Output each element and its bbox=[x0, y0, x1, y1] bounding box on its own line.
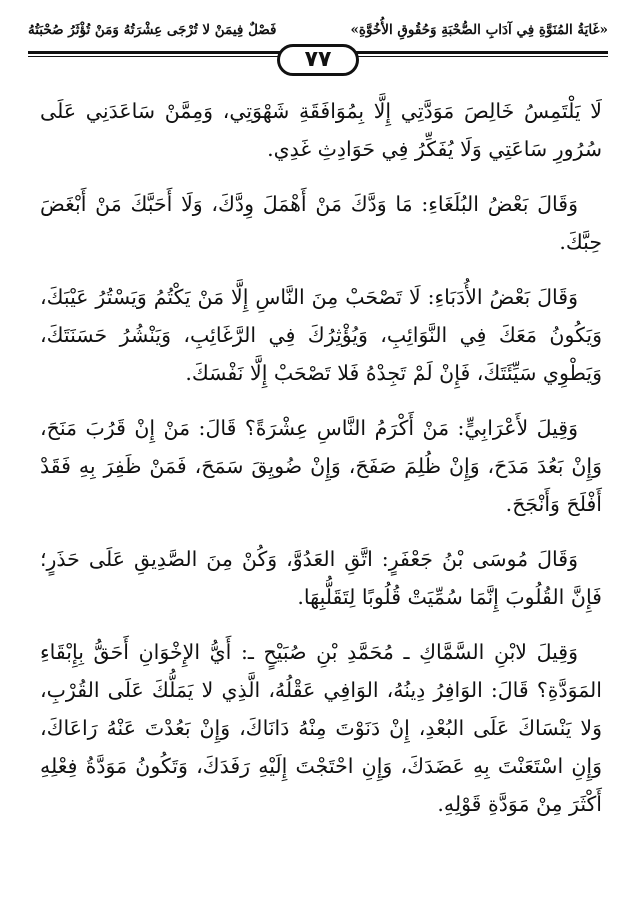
page-body bbox=[40, 92, 602, 840]
book-title: «غَايَةُ المُنَوَّةِ فِي آدَابِ الصُّحْبَةِ وَحُقُوقِ الأُخُوَّةِ» bbox=[350, 22, 608, 38]
paragraph-5: وَقَالَ مُوسَى بْنُ جَعْفَرٍ: اتَّقِ العَدُوَّ، وَكُنْ مِنَ الصَّدِيقِ عَلَى حَذَرٍ؛ فَإِنَّ القُلُوبَ إِنَّمَا سُمِّيَتْ قُلُوبًا لِتَقَلُّبِهَا. bbox=[40, 547, 602, 609]
paragraph-3: وَقَالَ بَعْضُ الأُدَبَاءِ: لَا تَصْحَبْ مِنَ النَّاسِ إِلَّا مَنْ يَكْتُمُ وَيَسْتُرُ عَيْبَكَ، وَيَكُونُ مَعَكَ فِي النَّوَائِبِ، وَيُؤْثِرُكَ فِي الرَّغَائِبِ، وَيَنْشُرُ حَسَنَتَكَ، وَيَطْوِي سَيِّئَتَكَ، فَإِنْ لَمْ تَجِدْهُ فَلا تَصْحَبْ إِلَّا نَفْسَكَ. bbox=[40, 285, 602, 385]
paragraph-2: وَقَالَ بَعْضُ البُلَغَاءِ: مَا وَدَّكَ مَنْ أَهْمَلَ وِدَّكَ، وَلَا أَحَبَّكَ مَنْ أَبْغَضَ حِبَّكَ. bbox=[40, 192, 602, 254]
page-number: ٧٧ bbox=[277, 44, 359, 76]
paragraph-1: لَا يَلْتَمِسُ خَالِصَ مَوَدَّتِي إِلَّا بِمُوَافَقَةِ شَهْوَتِي، وَمِمَّنْ سَاعَدَنِي عَلَى سُرُورِ سَاعَتِي وَلَا يُفَكِّرُ فِي حَوَادِثِ غَدِي. bbox=[40, 99, 602, 161]
page-header bbox=[28, 22, 608, 72]
paragraph-6: وَقِيلَ لابْنِ السَّمَّاكِ ـ مُحَمَّدِ بْنِ صُبَيْحٍ ـ: أَيُّ الإِخْوَانِ أَحَقُّ بِإِبْقَاءِ المَوَدَّةِ؟ قَالَ: الوَافِرُ دِينُهُ، الوَافِي عَقْلُهُ، الَّذِي لا يَمَلُّكَ عَلَى القُرْبِ، وَلا يَنْسَاكَ عَلَى البُعْدِ، إِنْ دَنَوْتَ مِنْهُ دَانَاكَ، وَإِنْ بَعُدْتَ عَنْهُ رَاعَاكَ، وَإِنِ اسْتَعَنْتَ بِهِ عَضَدَكَ، وَإِنِ احْتَجْتَ إِلَيْهِ رَفَدَكَ، وَتَكُونُ مَوَدَّةُ فِعْلِهِ أَكْثَرَ مِنْ مَوَدَّةِ قَوْلِهِ. bbox=[40, 640, 602, 816]
paragraph-4: وَقِيلَ لأَعْرَابِيٍّ: مَنْ أَكْرَمُ النَّاسِ عِشْرَةً؟ قَالَ: مَنْ إِنْ قَرُبَ مَنَحَ، وَإِنْ بَعُدَ مَدَحَ، وَإِنْ ظُلِمَ صَفَحَ، وَإِنْ ضُويِقَ سَمَحَ، فَمَنْ ظَفِرَ بِهِ فَقَدْ أَفْلَحَ وَأَنْجَحَ. bbox=[40, 416, 602, 516]
chapter-title: فَصْلٌ فِيمَنْ لا تُرْجَى عِشْرَتُهُ وَمَنْ تُؤْثَرُ صُحْبَتُهُ bbox=[28, 22, 277, 38]
